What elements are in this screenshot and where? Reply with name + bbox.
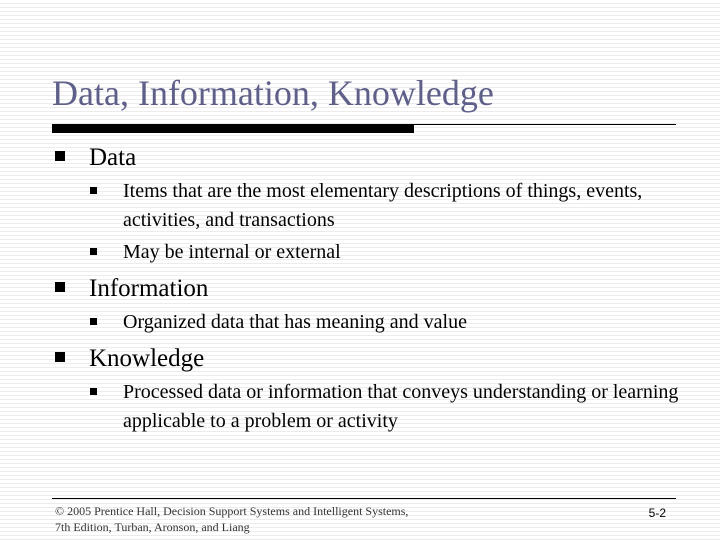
square-bullet-icon bbox=[55, 352, 65, 362]
heading-text: Knowledge bbox=[89, 345, 205, 372]
square-bullet-icon bbox=[90, 187, 97, 194]
item-text: Items that are the most elementary descriptions of things, events, activities, and transactions bbox=[123, 180, 643, 231]
slide-content bbox=[55, 142, 685, 442]
square-bullet-icon bbox=[90, 388, 97, 395]
section-heading bbox=[55, 273, 685, 305]
square-bullet-icon bbox=[90, 318, 97, 325]
list-item bbox=[55, 378, 685, 436]
slide-number: 5-2 bbox=[648, 506, 666, 520]
title-rule-thin bbox=[414, 124, 676, 125]
footer-copyright: © 2005 Prentice Hall, Decision Support Systems and Intelligent Systems, 7th Edition, Turban, Aronson, and Liang bbox=[55, 504, 409, 534]
slide-title: Data, Information, Knowledge bbox=[52, 73, 494, 113]
heading-text: Data bbox=[89, 144, 137, 171]
section-heading bbox=[55, 343, 685, 375]
square-bullet-icon bbox=[55, 151, 65, 161]
list-item bbox=[55, 177, 685, 235]
section-data bbox=[55, 142, 685, 267]
section-heading bbox=[55, 142, 685, 174]
list-item bbox=[55, 308, 685, 337]
section-knowledge bbox=[55, 343, 685, 436]
square-bullet-icon bbox=[90, 248, 97, 255]
item-text: Processed data or information that conveys understanding or learning applicable to a problem or activity bbox=[123, 381, 679, 432]
section-information bbox=[55, 273, 685, 337]
heading-text: Information bbox=[89, 275, 209, 302]
title-rule-thick bbox=[52, 124, 414, 133]
item-text: Organized data that has meaning and value bbox=[123, 311, 467, 333]
list-item bbox=[55, 238, 685, 267]
square-bullet-icon bbox=[55, 282, 65, 292]
item-text: May be internal or external bbox=[123, 241, 341, 263]
footer-rule bbox=[52, 498, 676, 499]
